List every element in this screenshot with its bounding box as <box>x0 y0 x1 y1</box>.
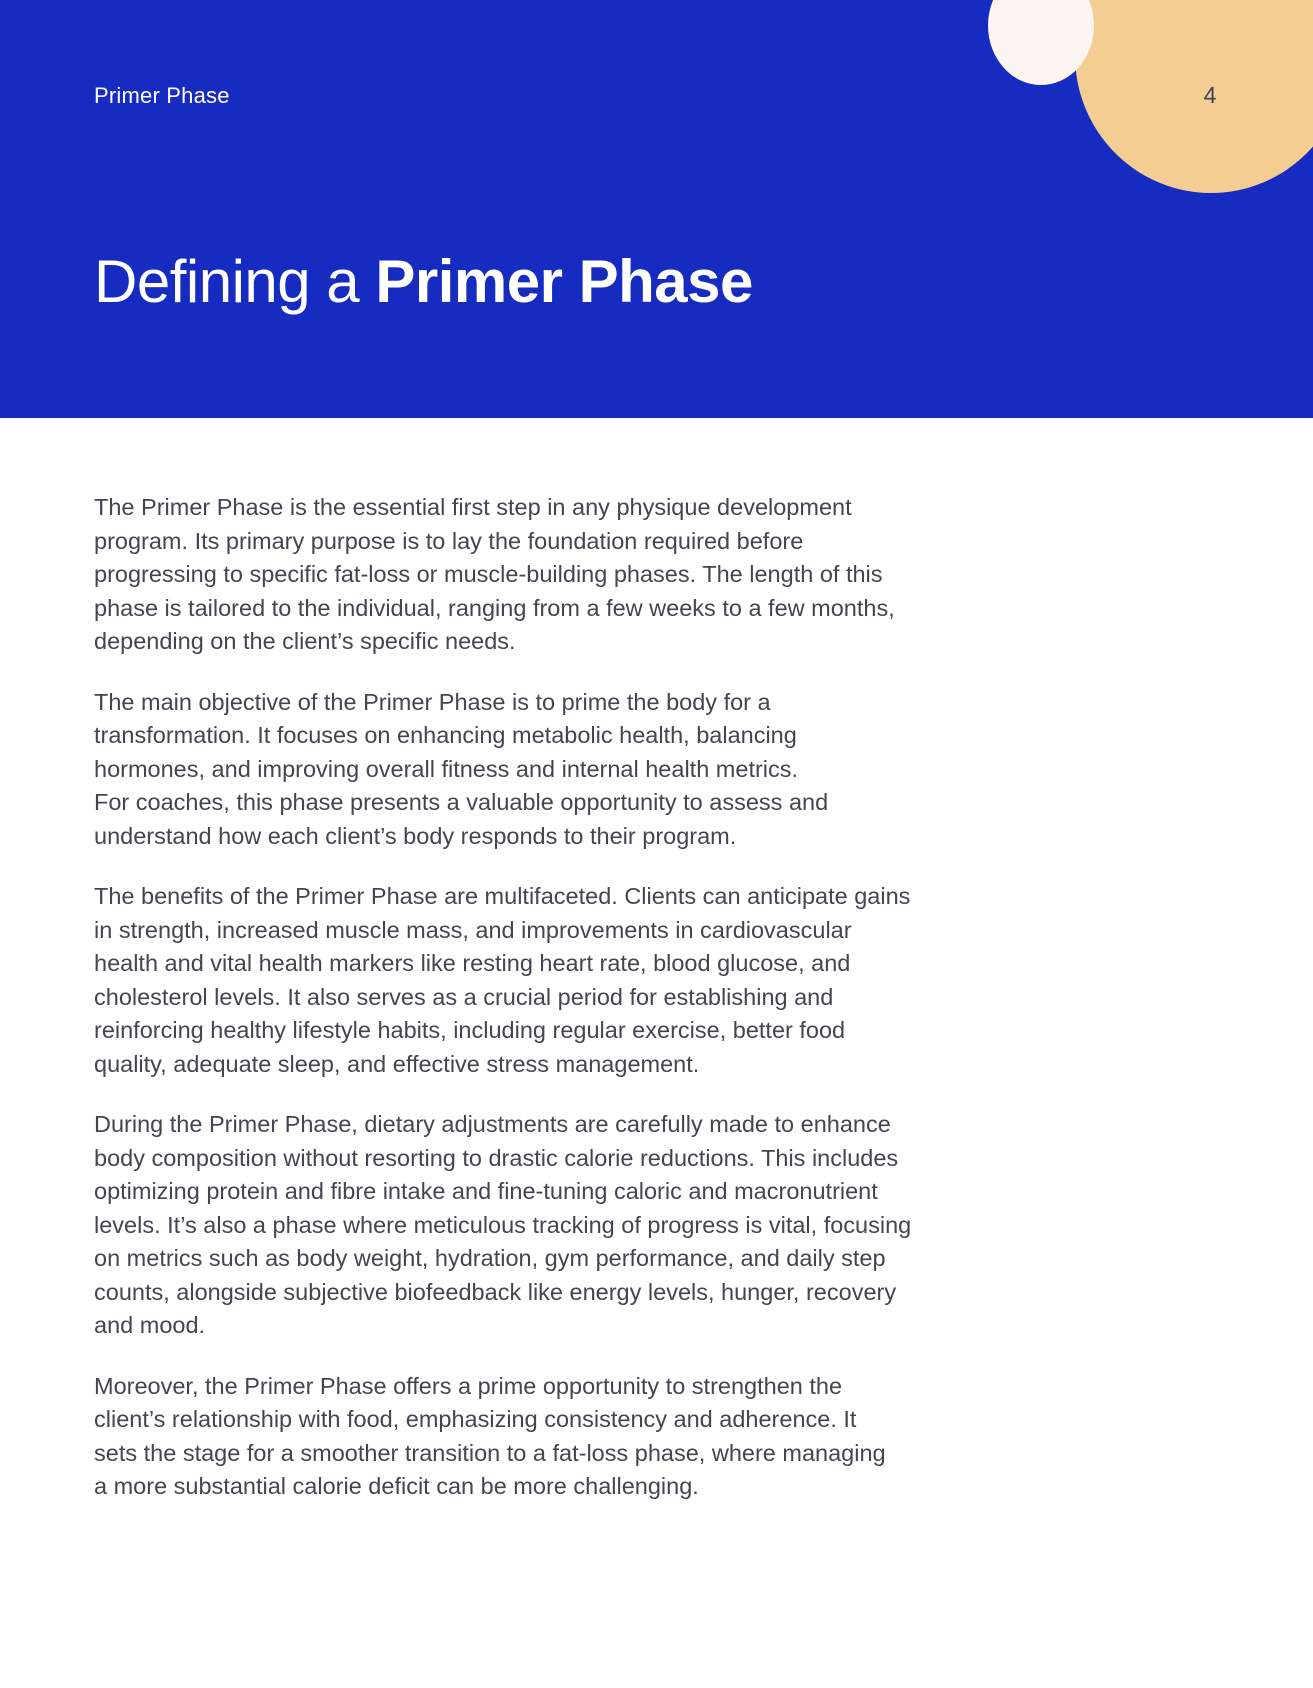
page-header <box>0 0 1313 418</box>
running-title: Primer Phase <box>94 83 230 108</box>
body-paragraph: The Primer Phase is the essential first step in any physique development program. Its primary purpose is to lay the foundation required before progressing to specific fat-loss or muscle-building phases. The length of this phase is tailored to the individual, ranging from a few weeks to a few months, depending on the client’s specific needs. <box>94 494 895 654</box>
body-paragraph: Moreover, the Primer Phase offers a prime opportunity to strengthen the client’s relationship with food, emphasizing consistency and adherence. It sets the stage for a smoother transition to a fat-loss phase, where managing a more substantial calorie deficit can be more challenging. <box>94 1372 886 1499</box>
body-content <box>94 491 994 1531</box>
body-paragraph: During the Primer Phase, dietary adjustments are carefully made to enhance body composition without resorting to drastic calorie reductions. This includes optimizing protein and fibre intake and fine-tuning caloric and macronutrient levels. It’s also a phase where meticulous tracking of progress is vital, focusing on metrics such as body weight, hydration, gym performance, and daily step counts, alongside subjective biofeedback like energy levels, hunger, recovery and mood. <box>94 1111 912 1338</box>
body-paragraph: The main objective of the Primer Phase is to prime the body for a transformation. It focuses on enhancing metabolic health, balancing hormones, and improving overall fitness and internal health metrics. For coaches, this phase presents a valuable opportunity to assess and understand how each client’s body responds to their program. <box>94 688 829 849</box>
page-title-light: Defining a <box>94 248 376 315</box>
body-paragraph: The benefits of the Primer Phase are multifaceted. Clients can anticipate gains in strength, increased muscle mass, and improvements in cardiovascular health and vital health markers like resting heart rate, blood glucose, and cholesterol levels. It also serves as a crucial period for establishing and reinforcing healthy lifestyle habits, including regular exercise, better food quality, adequate sleep, and effective stress management. <box>94 883 911 1077</box>
page-title-bold: Primer Phase <box>375 248 753 315</box>
page-number: 4 <box>1203 82 1217 108</box>
page-title <box>94 245 753 319</box>
